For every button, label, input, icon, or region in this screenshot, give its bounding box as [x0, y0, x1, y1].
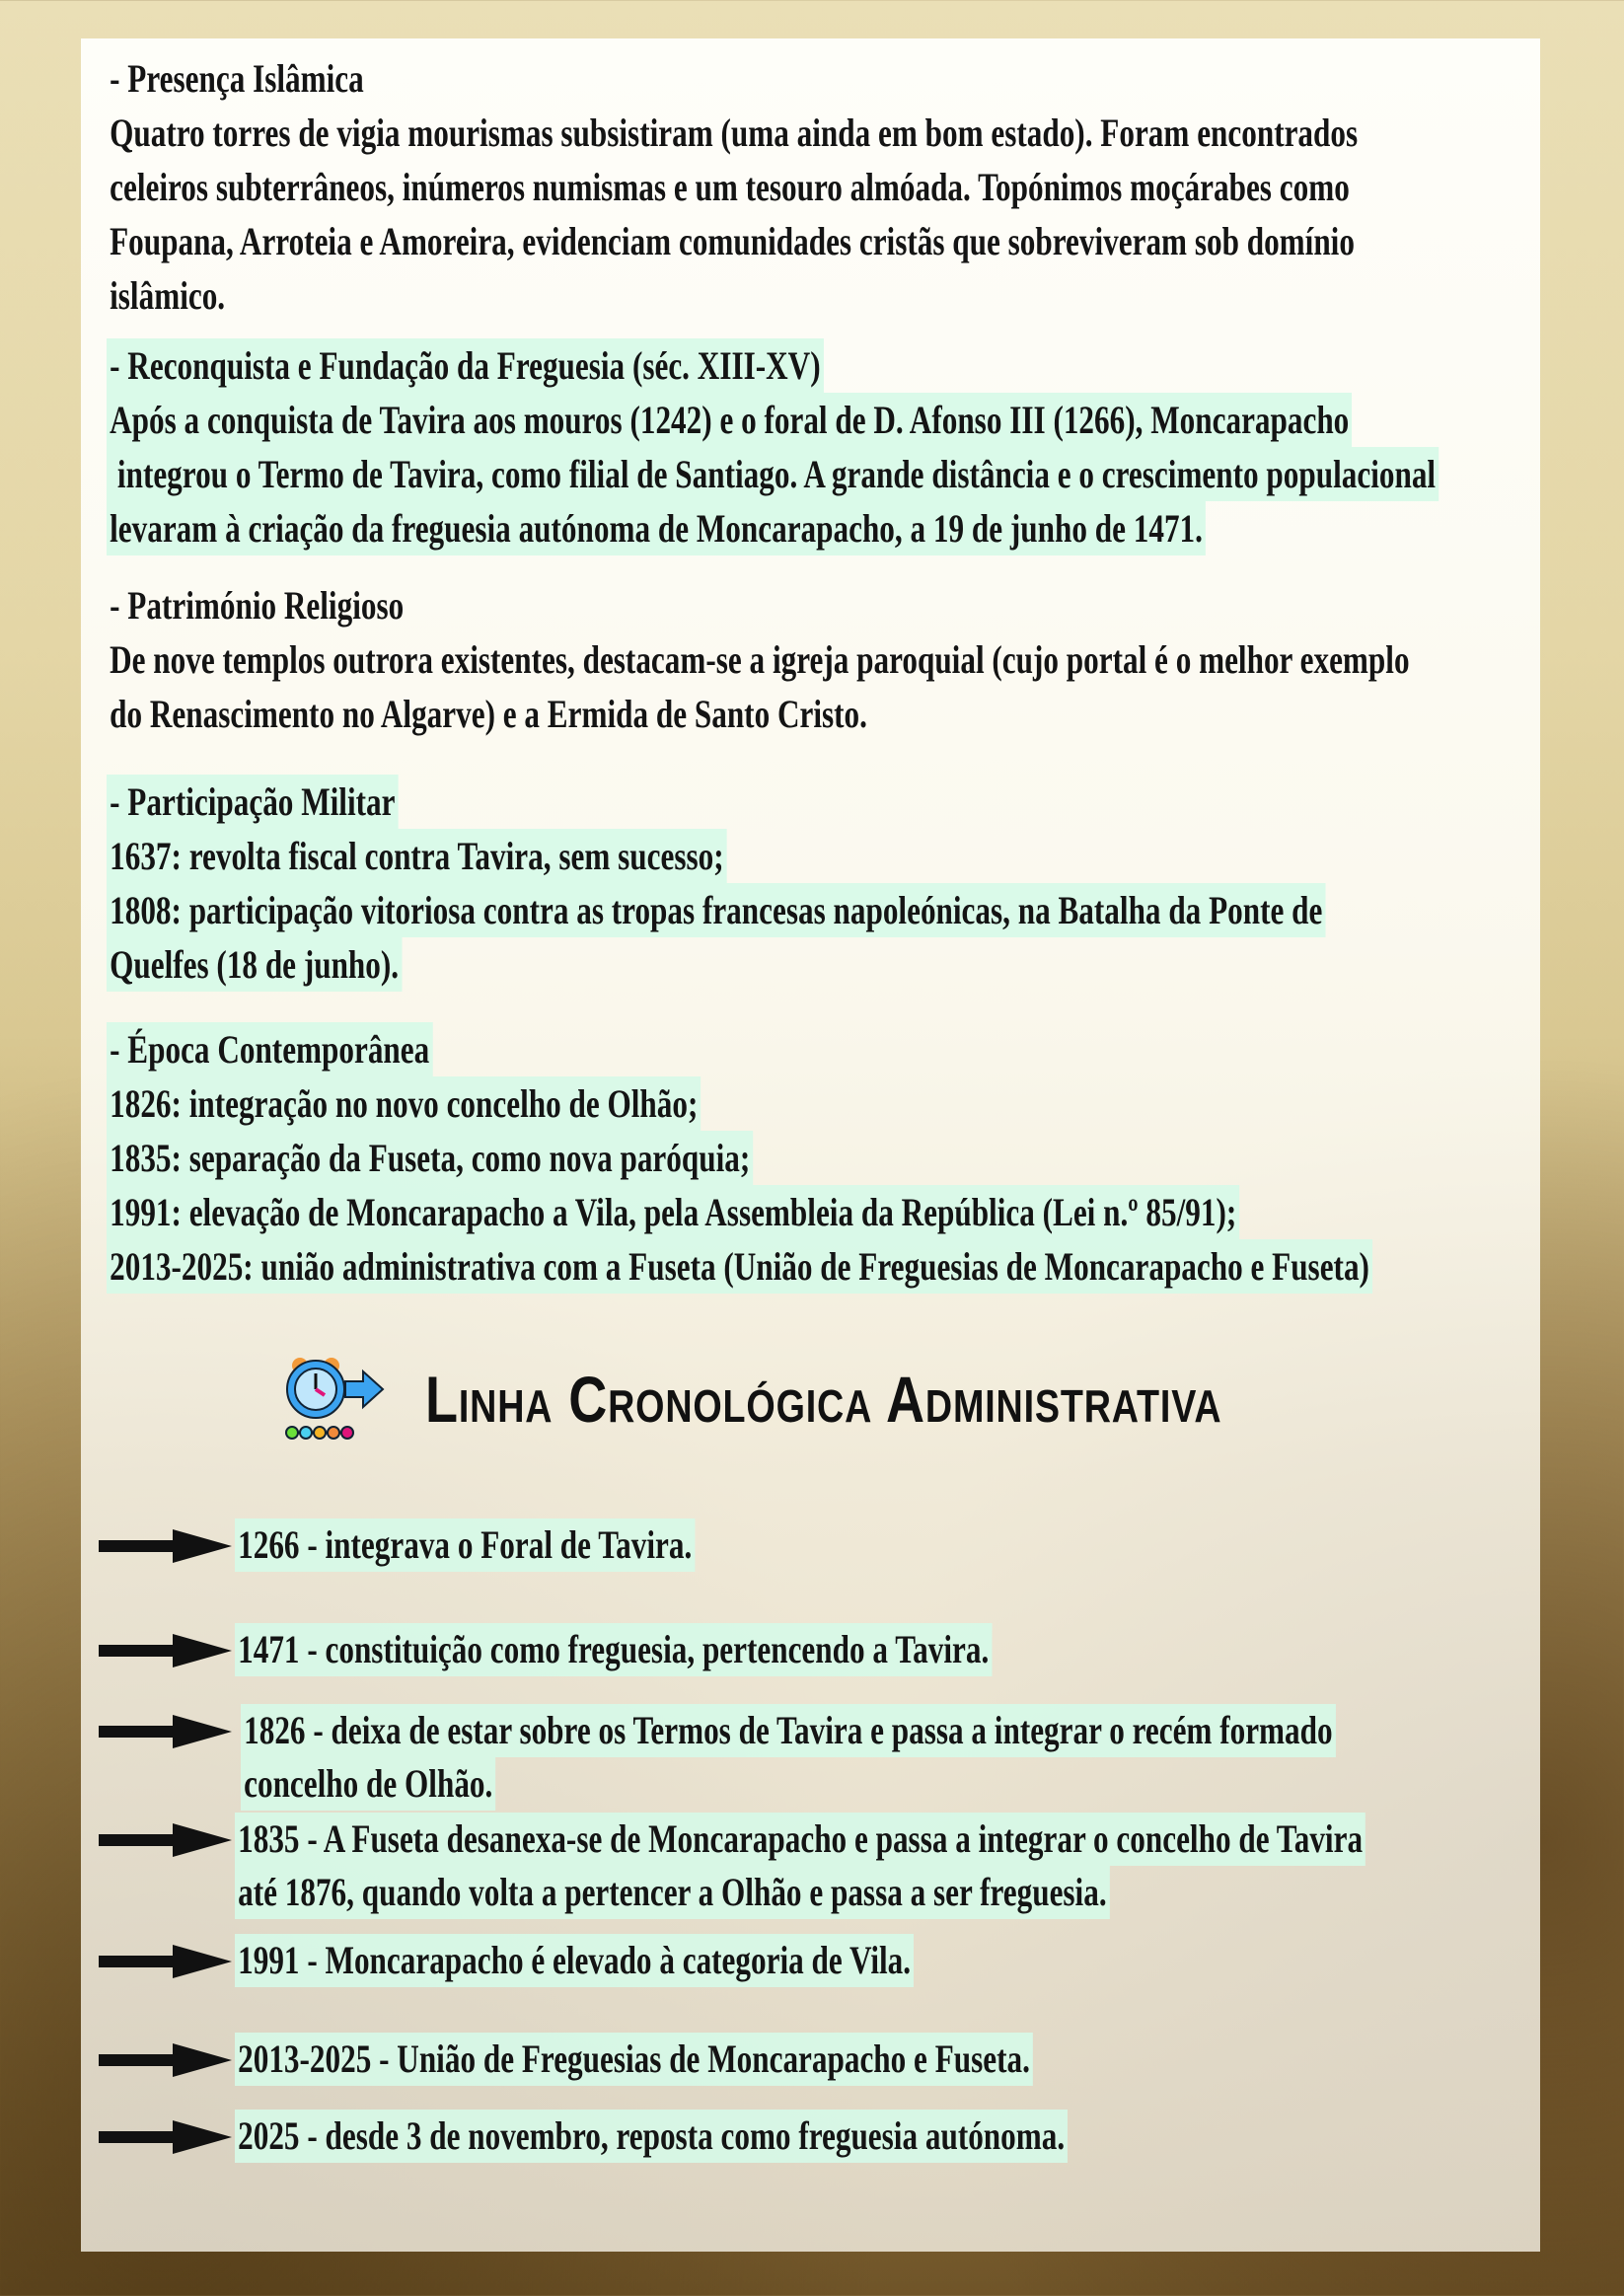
- timeline-item-text: 1991 - Moncarapacho é elevado à categoria de Vila.: [235, 1934, 914, 1987]
- paragraph-line: integrou o Termo de Tavira, como filial de Santiago. A grande distância e o crescimento populacional: [107, 447, 1439, 501]
- timeline-item-text: 1835 - A Fuseta desanexa-se de Moncarapacho e passa a integrar o concelho de Tavira: [235, 1813, 1366, 1866]
- section-epoca-contemporanea: [107, 1022, 1624, 1294]
- paragraph-line: Quelfes (18 de junho).: [107, 937, 402, 992]
- timeline-item: [99, 1813, 1364, 1914]
- paragraph-line: 1991: elevação de Moncarapacho a Vila, pela Assembleia da República (Lei n.º 85/91);: [107, 1185, 1239, 1239]
- timeline-title: Linha Cronológica Administrativa: [425, 1362, 1222, 1436]
- timeline-item: [99, 1934, 912, 1988]
- timeline-item-text: 2025 - desde 3 de novembro, reposta como freguesia autónoma.: [235, 2110, 1068, 2163]
- arrow-right-icon: [99, 1715, 232, 1748]
- section-heading: - Participação Militar: [107, 775, 399, 829]
- timeline-header: [284, 1352, 1397, 1445]
- timeline-item-text: 1826 - deixa de estar sobre os Termos de Tavira e passa a integrar o recém formado: [241, 1704, 1336, 1757]
- paragraph-line: levaram à criação da freguesia autónoma de Moncarapacho, a 19 de junho de 1471.: [107, 501, 1206, 555]
- section-heading: - Património Religioso: [110, 583, 405, 628]
- timeline-item: [99, 2033, 1030, 2087]
- arrow-right-icon: [99, 1823, 232, 1857]
- paragraph-line: 1808: participação vitoriosa contra as tropas francesas napoleónicas, na Batalha da Ponte de: [107, 883, 1325, 937]
- section-participacao-militar: [107, 775, 1624, 992]
- timeline-item: [99, 1704, 1333, 1806]
- section-patrimonio-religioso: [107, 578, 1624, 741]
- arrow-right-icon: [99, 1945, 232, 1978]
- timeline-item-text: concelho de Olhão.: [241, 1757, 495, 1811]
- paragraph-line: islâmico.: [110, 273, 226, 318]
- timeline-item: [99, 1623, 990, 1677]
- paragraph-line: 1835: separação da Fuseta, como nova paróquia;: [107, 1131, 753, 1185]
- arrow-right-icon: [99, 1529, 232, 1563]
- section-heading: - Reconquista e Fundação da Freguesia (séc. XIII-XV): [107, 338, 824, 393]
- paragraph-line: Foupana, Arroteia e Amoreira, evidenciam comunidades cristãs que sobreviveram sob domínio: [110, 219, 1355, 263]
- paragraph-line: 2013-2025: união administrativa com a Fuseta (União de Freguesias de Moncarapacho e Fuseta): [107, 1239, 1372, 1294]
- timeline-item: [99, 2110, 1066, 2164]
- timeline-item-text: 2013-2025 - União de Freguesias de Moncarapacho e Fuseta.: [235, 2033, 1033, 2086]
- timeline-item-text: até 1876, quando volta a pertencer a Olhão e passa a ser freguesia.: [235, 1866, 1110, 1919]
- timeline-item: [99, 1518, 693, 1573]
- clock-arrow-timeline-icon: [284, 1352, 398, 1445]
- paragraph-line: celeiros subterrâneos, inúmeros numismas e um tesouro almóada. Topónimos moçárabes como: [110, 165, 1350, 209]
- paragraph-line: do Renascimento no Algarve) e a Ermida de Santo Cristo.: [110, 692, 867, 736]
- paragraph-line: Quatro torres de vigia mourismas subsistiram (uma ainda em bom estado). Foram encontrados: [110, 111, 1359, 155]
- arrow-right-icon: [99, 2120, 232, 2154]
- paragraph-line: Após a conquista de Tavira aos mouros (1242) e o foral de D. Afonso III (1266), Moncarapacho: [107, 393, 1352, 447]
- section-heading: - Época Contemporânea: [107, 1022, 432, 1076]
- timeline-item-text: 1266 - integrava o Foral de Tavira.: [235, 1518, 695, 1572]
- arrow-right-icon: [99, 2043, 232, 2077]
- section-presenca-islamica: [107, 51, 1624, 323]
- section-reconquista: [107, 338, 1624, 555]
- paragraph-line: 1826: integração no novo concelho de Olhão;: [107, 1076, 701, 1131]
- timeline-item-text: 1471 - constituição como freguesia, pertencendo a Tavira.: [235, 1623, 992, 1676]
- section-heading: - Presença Islâmica: [110, 56, 364, 101]
- paragraph-line: De nove templos outrora existentes, destacam-se a igreja paroquial (cujo portal é o melhor exemplo: [110, 637, 1410, 682]
- paragraph-line: 1637: revolta fiscal contra Tavira, sem sucesso;: [107, 829, 727, 883]
- arrow-right-icon: [99, 1634, 232, 1667]
